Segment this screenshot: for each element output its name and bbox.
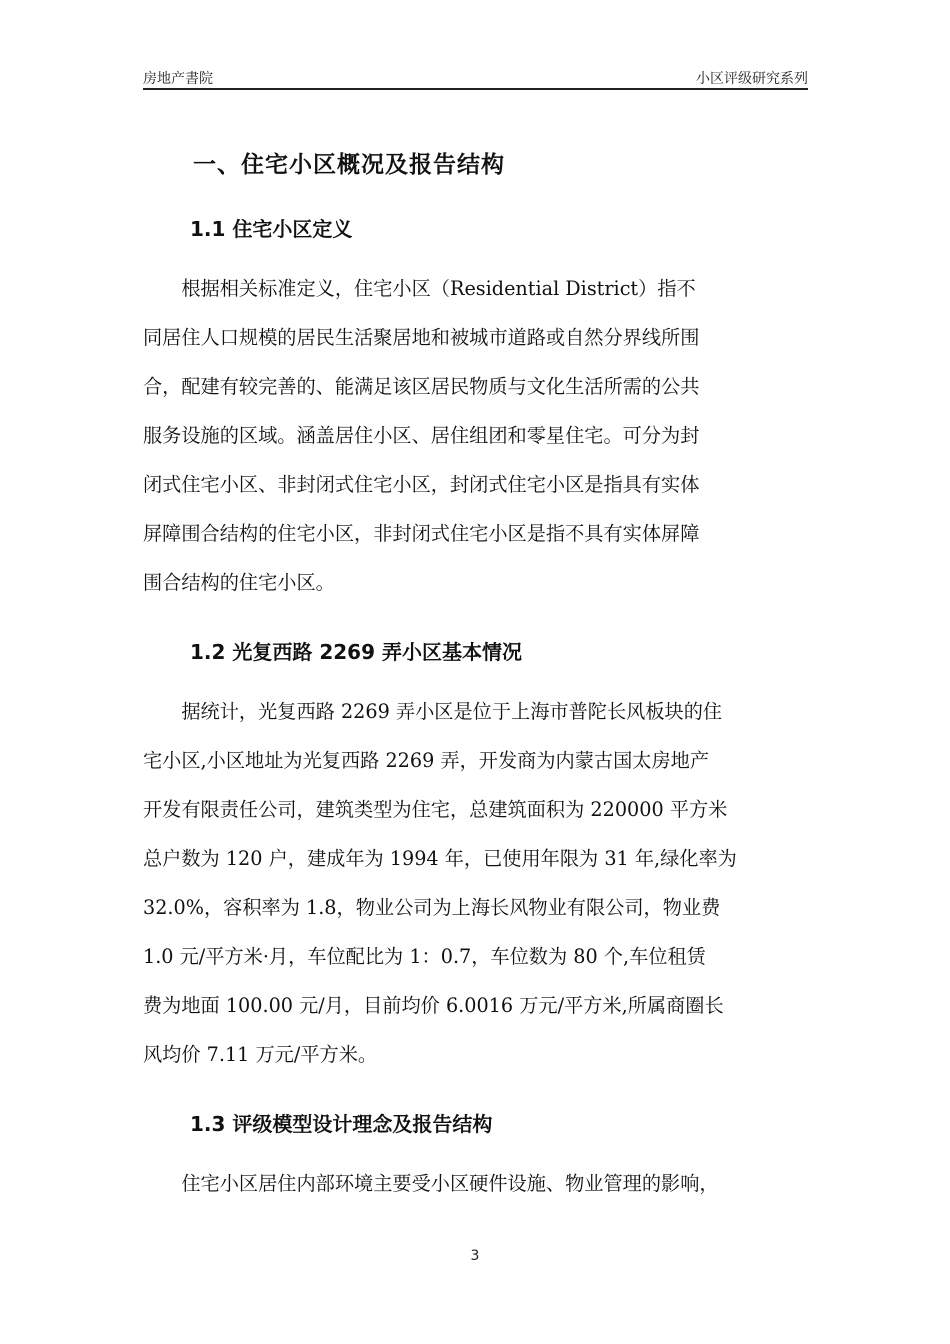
section-1-3-paragraph [143, 1159, 811, 1208]
section-title-1-2: 1.2 光复西路 2269 弄小区基本情况 [190, 640, 522, 664]
paragraph-line: 住宅小区居住内部环境主要受小区硬件设施、物业管理的影响， [143, 1172, 719, 1195]
paragraph-line: 闭式住宅小区、非封闭式住宅小区，封闭式住宅小区是指具有实体 [143, 473, 700, 496]
paragraph-line: 根据相关标准定义，住宅小区（Residential District）指不 [143, 277, 696, 300]
paragraph-line: 同居住人口规模的居民生活聚居地和被城市道路或自然分界线所围 [143, 326, 700, 349]
section-title-1-3: 1.3 评级模型设计理念及报告结构 [190, 1112, 493, 1136]
page-number: 3 [470, 1248, 480, 1264]
paragraph-line: 据统计，光复西路 2269 弄小区是位于上海市普陀长风板块的住 [143, 700, 723, 723]
header-publisher: 房地产書院 [143, 71, 213, 87]
paragraph-line: 合，配建有较完善的、能满足该区居民物质与文化生活所需的公共 [143, 375, 700, 398]
paragraph-line: 费为地面 100.00 元/月，目前均价 6.0016 万元/平方米,所属商圈长 [143, 994, 724, 1017]
paragraph-line: 总户数为 120 户，建成年为 1994 年，已使用年限为 31 年,绿化率为 [143, 847, 737, 870]
paragraph-line: 1.0 元/平方米·月，车位配比为 1：0.7，车位数为 80 个,车位租赁 [143, 945, 706, 968]
chapter-title: 一、住宅小区概况及报告结构 [193, 152, 505, 178]
paragraph-line: 屏障围合结构的住宅小区，非封闭式住宅小区是指不具有实体屏障 [143, 522, 700, 545]
paragraph-line: 风均价 7.11 万元/平方米。 [143, 1043, 378, 1066]
section-title-1-1: 1.1 住宅小区定义 [190, 217, 353, 241]
paragraph-line: 开发有限责任公司，建筑类型为住宅，总建筑面积为 220000 平方米 [143, 798, 728, 821]
header-series: 小区评级研究系列 [696, 71, 808, 87]
paragraph-line: 服务设施的区域。涵盖居住小区、居住组团和零星住宅。可分为封 [143, 424, 700, 447]
section-1-2-paragraph [143, 687, 811, 1079]
section-1-1-paragraph [143, 264, 811, 607]
paragraph-line: 围合结构的住宅小区。 [143, 571, 335, 594]
paragraph-line: 32.0%，容积率为 1.8，物业公司为上海长风物业有限公司，物业费 [143, 896, 721, 919]
page-header [143, 64, 808, 90]
paragraph-line: 宅小区,小区地址为光复西路 2269 弄，开发商为内蒙古国太房地产 [143, 749, 710, 772]
